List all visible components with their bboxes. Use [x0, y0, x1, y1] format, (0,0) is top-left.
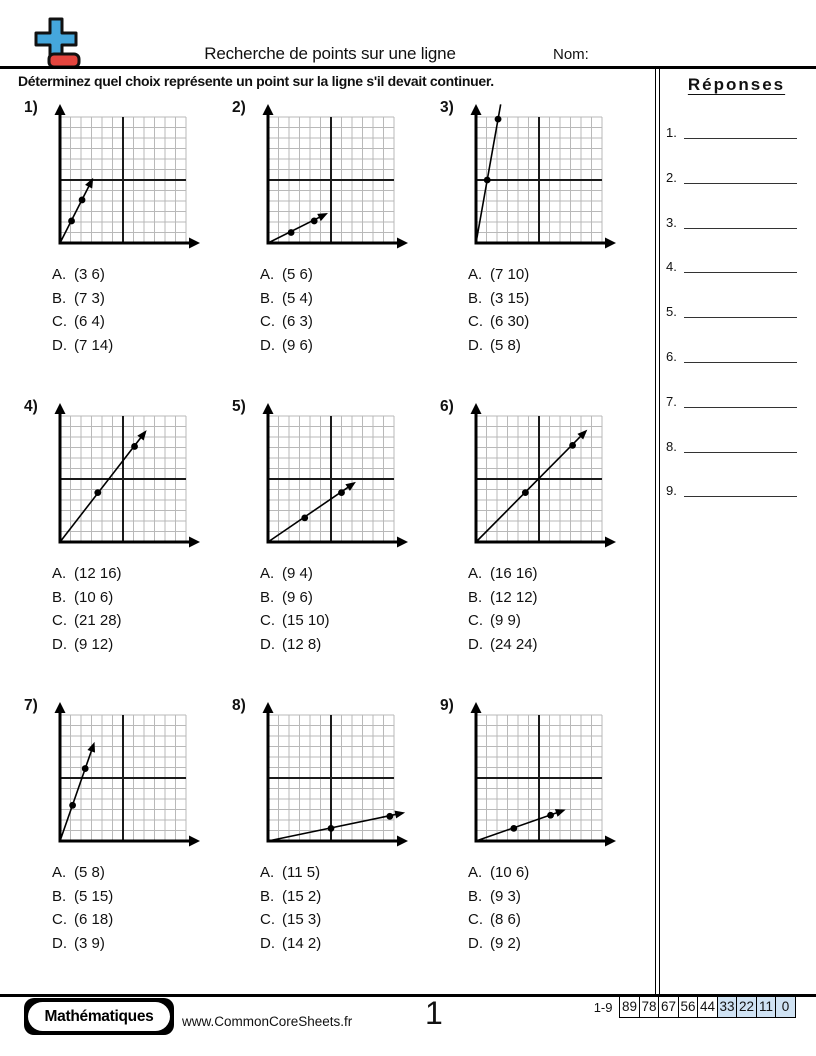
choice-letter: B. — [468, 588, 483, 606]
choice-letter: A. — [260, 864, 275, 881]
coordinate-grid-graph — [466, 701, 618, 851]
choice-row — [52, 633, 122, 657]
choice-list — [52, 263, 113, 357]
choice-list — [260, 562, 330, 656]
questions-grid — [20, 97, 650, 994]
choice-letter: A. — [260, 565, 275, 582]
choice-row — [468, 633, 538, 657]
data-point — [79, 197, 86, 204]
choice-value: (7 14) — [74, 336, 114, 354]
coordinate-grid-graph — [50, 103, 202, 253]
choice-letter: C. — [260, 612, 275, 629]
choice-row — [260, 263, 313, 287]
choice-row — [52, 861, 113, 885]
score-range-label: 1-9 — [593, 1000, 613, 1015]
choice-row — [468, 908, 529, 932]
page-number: 1 — [425, 995, 443, 1031]
name-label: Nom: — [553, 46, 589, 63]
data-point — [510, 825, 517, 832]
score-cell: 44 — [697, 996, 718, 1018]
x-axis-arrow-icon — [189, 238, 200, 249]
answer-blank-line — [684, 392, 797, 408]
choice-letter: B. — [260, 289, 275, 307]
choice-value: (12 12) — [490, 588, 538, 606]
choice-letter: B. — [468, 289, 483, 307]
answer-number: 3. — [666, 214, 677, 230]
choice-value: (5 6) — [282, 266, 313, 283]
choice-value: (10 6) — [490, 864, 530, 881]
choice-row — [260, 562, 330, 586]
choice-row — [260, 932, 321, 956]
choice-row — [260, 633, 330, 657]
choice-letter: C. — [468, 911, 483, 928]
choice-row — [52, 885, 113, 909]
x-axis-arrow-icon — [397, 836, 408, 847]
question-number-label: 8) — [232, 697, 246, 714]
choice-value: (14 2) — [282, 934, 322, 952]
coordinate-grid-graph — [258, 103, 410, 253]
choice-letter: B. — [468, 887, 483, 905]
choice-value: (11 5) — [282, 864, 321, 881]
x-axis-arrow-icon — [605, 836, 616, 847]
choice-row — [260, 287, 313, 311]
line-ray — [476, 434, 583, 542]
question-number-label: 6) — [440, 398, 454, 415]
question-block — [436, 396, 644, 695]
choice-letter: B. — [52, 588, 67, 606]
data-point — [569, 442, 576, 449]
choice-letter: B. — [260, 887, 275, 905]
data-point — [131, 443, 138, 450]
answer-number: 7. — [666, 393, 677, 409]
ray-arrow-icon — [137, 430, 146, 440]
choice-letter: D. — [468, 635, 483, 653]
coordinate-grid-graph — [466, 103, 618, 253]
y-axis-arrow-icon — [263, 403, 274, 414]
answer-slot — [666, 480, 797, 497]
choice-row — [52, 609, 122, 633]
y-axis-arrow-icon — [55, 104, 66, 115]
choice-letter: B. — [52, 887, 67, 905]
choice-value: (5 8) — [74, 864, 105, 881]
line-ray — [60, 183, 90, 243]
choice-value: (12 16) — [74, 565, 122, 582]
data-point — [69, 802, 76, 809]
answer-slot — [666, 391, 797, 408]
coordinate-grid-graph — [50, 701, 202, 851]
choice-letter: D. — [260, 934, 275, 952]
choice-letter: A. — [468, 864, 483, 881]
choice-letter: D. — [52, 934, 67, 952]
y-axis-arrow-icon — [471, 403, 482, 414]
choice-letter: A. — [468, 266, 483, 283]
question-block — [228, 396, 436, 695]
choice-letter: C. — [52, 313, 67, 330]
choice-row — [468, 932, 529, 956]
choice-letter: A. — [52, 565, 67, 582]
choice-letter: C. — [260, 911, 275, 928]
answer-number: 1. — [666, 125, 677, 140]
choice-letter: B. — [260, 588, 275, 606]
score-cell: 56 — [678, 996, 699, 1018]
line-ray — [60, 748, 93, 841]
choice-row — [468, 609, 538, 633]
choice-value: (9 12) — [74, 635, 114, 653]
choice-value: (9 6) — [282, 336, 313, 354]
choice-row — [468, 861, 529, 885]
choice-value: (15 3) — [282, 911, 322, 928]
choice-row — [52, 287, 113, 311]
question-number-label: 2) — [232, 99, 246, 116]
choice-value: (3 15) — [490, 289, 530, 307]
x-axis-arrow-icon — [605, 537, 616, 548]
answer-number: 8. — [666, 438, 677, 454]
choice-letter: C. — [468, 313, 483, 330]
x-axis-arrow-icon — [189, 836, 200, 847]
choice-value: (15 2) — [282, 887, 322, 905]
data-point — [94, 489, 101, 496]
answer-slot — [666, 436, 797, 453]
choice-letter: A. — [260, 266, 275, 283]
ray-arrow-icon — [317, 213, 328, 221]
choice-list — [468, 562, 538, 656]
choice-row — [52, 932, 113, 956]
score-cell: 33 — [717, 996, 738, 1018]
page-title: Recherche de points sur une ligne — [204, 44, 456, 63]
worksheet-instruction: Déterminez quel choix représente un point sur la ligne s'il devait continuer. — [18, 73, 494, 89]
data-point — [522, 489, 529, 496]
choice-list — [468, 263, 529, 357]
choice-row — [52, 263, 113, 287]
choice-row — [52, 586, 122, 610]
choice-row — [52, 310, 113, 334]
choice-letter: D. — [260, 635, 275, 653]
score-table — [594, 996, 796, 1018]
x-axis-arrow-icon — [397, 238, 408, 249]
choice-row — [260, 908, 321, 932]
line-ray — [60, 435, 143, 542]
answers-title: Réponses — [687, 75, 786, 94]
choice-value: (3 6) — [74, 266, 105, 283]
answer-slot — [666, 346, 797, 363]
choice-value: (3 9) — [74, 934, 105, 952]
question-block — [436, 97, 644, 396]
data-point — [311, 218, 318, 225]
choice-value: (12 8) — [282, 635, 322, 653]
choice-letter: C. — [468, 612, 483, 629]
choice-row — [468, 562, 538, 586]
answer-blank-line — [684, 302, 797, 318]
data-point — [82, 765, 89, 772]
choice-value: (9 6) — [282, 588, 313, 606]
score-cell: 11 — [756, 996, 777, 1018]
data-point — [68, 218, 75, 225]
answer-number: 9. — [666, 483, 677, 499]
question-number-label: 5) — [232, 398, 246, 415]
choice-value: (15 10) — [282, 612, 330, 629]
y-axis-arrow-icon — [263, 702, 274, 713]
choice-value: (9 4) — [282, 565, 313, 582]
choice-row — [52, 334, 113, 358]
answer-slot — [666, 301, 797, 318]
data-point — [547, 812, 554, 819]
choice-list — [52, 562, 122, 656]
score-cell: 67 — [658, 996, 679, 1018]
answer-blank-line — [684, 437, 797, 453]
data-point — [288, 229, 295, 236]
choice-row — [260, 310, 313, 334]
choice-letter: B. — [52, 289, 67, 307]
answer-blank-line — [684, 123, 797, 139]
choice-value: (9 2) — [490, 934, 521, 952]
x-axis-arrow-icon — [605, 238, 616, 249]
y-axis-arrow-icon — [471, 104, 482, 115]
choice-list — [260, 263, 313, 357]
answer-slot — [666, 122, 797, 139]
choice-value: (21 28) — [74, 612, 122, 629]
data-point — [338, 489, 345, 496]
ray-arrow-icon — [395, 811, 406, 819]
choice-row — [260, 334, 313, 358]
question-block — [228, 695, 436, 994]
choice-value: (5 4) — [282, 289, 313, 307]
coordinate-grid-graph — [466, 402, 618, 552]
choice-value: (9 9) — [490, 612, 521, 629]
choice-row — [468, 287, 529, 311]
question-number-label: 7) — [24, 697, 38, 714]
choice-list — [468, 861, 529, 955]
answer-number: 2. — [666, 169, 677, 185]
question-block — [436, 695, 644, 994]
coordinate-grid-graph — [258, 701, 410, 851]
choice-letter: C. — [52, 612, 67, 629]
question-block — [20, 97, 228, 396]
choice-row — [260, 861, 321, 885]
choice-row — [468, 885, 529, 909]
y-axis-arrow-icon — [263, 104, 274, 115]
choice-value: (9 3) — [490, 887, 521, 905]
brand-badge — [24, 998, 174, 1035]
answer-blank-line — [684, 168, 797, 184]
choice-value: (7 3) — [74, 289, 105, 307]
choice-letter: D. — [52, 635, 67, 653]
choice-list — [260, 861, 321, 955]
data-point — [386, 813, 393, 820]
choice-row — [468, 586, 538, 610]
y-axis-arrow-icon — [471, 702, 482, 713]
answer-blank-line — [684, 257, 797, 273]
choice-row — [468, 334, 529, 358]
score-cell: 22 — [736, 996, 757, 1018]
question-block — [228, 97, 436, 396]
answer-number: 6. — [666, 349, 677, 364]
choice-value: (24 24) — [490, 635, 538, 653]
choice-value: (6 4) — [74, 313, 105, 330]
answer-slot — [666, 167, 797, 184]
question-block — [20, 695, 228, 994]
choice-row — [468, 263, 529, 287]
choice-value: (7 10) — [490, 266, 530, 283]
choice-list — [52, 861, 113, 955]
answer-blank-line — [684, 347, 797, 363]
choice-letter: A. — [468, 565, 483, 582]
answer-slot — [666, 256, 797, 273]
choice-value: (5 15) — [74, 887, 114, 905]
answer-blank-line — [684, 213, 797, 229]
y-axis-arrow-icon — [55, 702, 66, 713]
choice-letter: A. — [52, 864, 67, 881]
choice-value: (16 16) — [490, 565, 538, 582]
question-number-label: 9) — [440, 697, 454, 714]
choice-row — [52, 908, 113, 932]
choice-value: (6 3) — [282, 313, 313, 330]
choice-row — [260, 885, 321, 909]
question-number-label: 1) — [24, 99, 38, 116]
choice-letter: C. — [260, 313, 275, 330]
data-point — [495, 116, 502, 123]
answer-number: 5. — [666, 304, 677, 320]
choice-value: (8 6) — [490, 911, 521, 928]
score-cell: 89 — [619, 996, 640, 1018]
question-number-label: 3) — [440, 99, 454, 116]
y-axis-arrow-icon — [55, 403, 66, 414]
website-url: www.CommonCoreSheets.fr — [182, 1014, 353, 1029]
choice-letter: C. — [52, 911, 67, 928]
x-axis-arrow-icon — [189, 537, 200, 548]
question-number-label: 4) — [24, 398, 38, 415]
choice-row — [468, 310, 529, 334]
data-point — [484, 177, 491, 184]
choice-letter: D. — [52, 336, 67, 354]
choice-value: (6 18) — [74, 911, 114, 928]
coordinate-grid-graph — [258, 402, 410, 552]
choice-row — [260, 586, 330, 610]
x-axis-arrow-icon — [397, 537, 408, 548]
choice-letter: A. — [52, 266, 67, 283]
choice-letter: D. — [468, 934, 483, 952]
coordinate-grid-graph — [50, 402, 202, 552]
score-cell: 78 — [639, 996, 660, 1018]
brand-name: Mathématiques — [28, 1002, 170, 1031]
data-point — [328, 825, 335, 832]
choice-letter: D. — [468, 336, 483, 354]
choice-value: (6 30) — [490, 313, 530, 330]
answers-panel — [655, 66, 816, 995]
choice-row — [260, 609, 330, 633]
score-cell: 0 — [775, 996, 796, 1018]
choice-letter: D. — [260, 336, 275, 354]
choice-value: (5 8) — [490, 336, 521, 354]
question-block — [20, 396, 228, 695]
data-point — [301, 514, 308, 521]
choice-row — [52, 562, 122, 586]
answer-blank-line — [684, 481, 797, 497]
choice-value: (10 6) — [74, 588, 114, 606]
answer-number: 4. — [666, 259, 677, 275]
answer-slot — [666, 212, 797, 229]
